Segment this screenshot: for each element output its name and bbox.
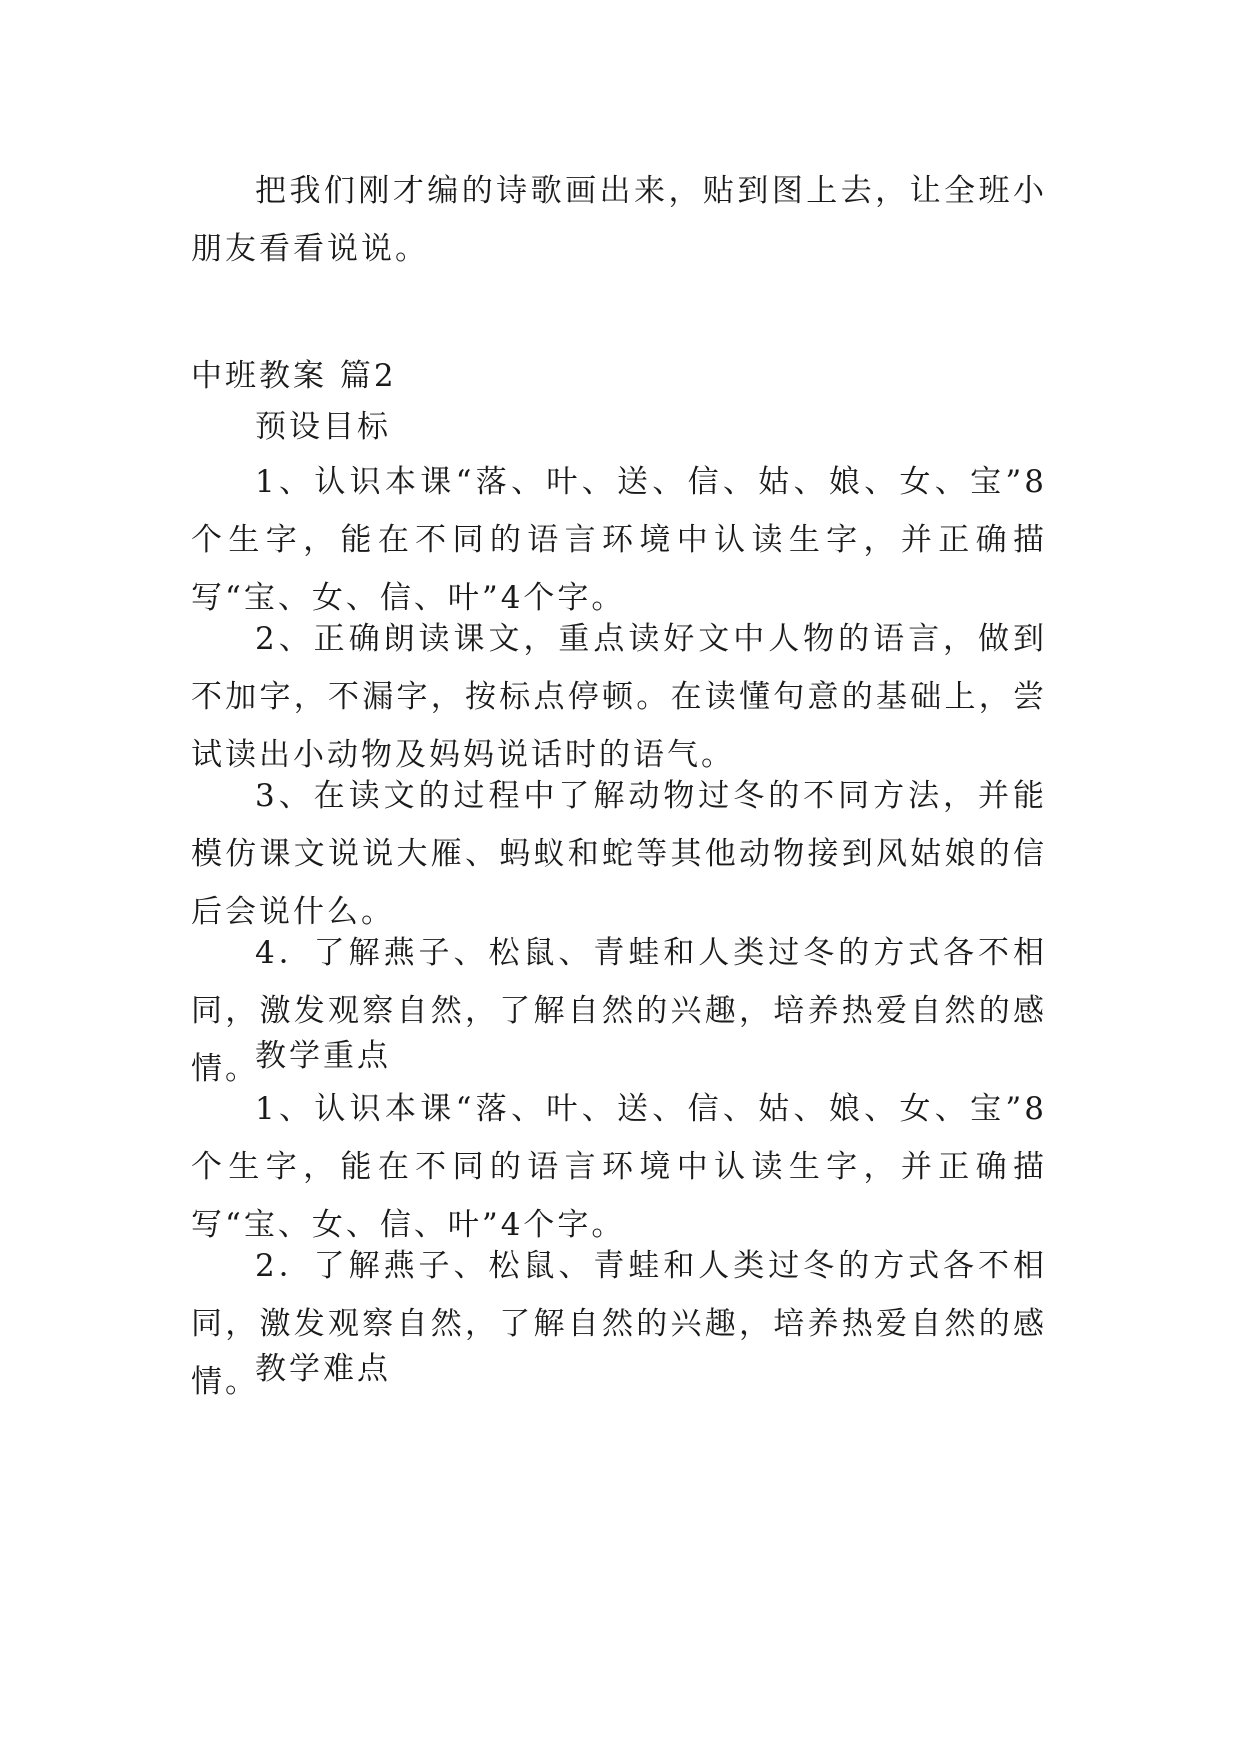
goal-item-2: 2、正确朗读课文，重点读好文中人物的语言，做到不加字，不漏字，按标点停顿。在读懂句意的基础上，尝试读出小动物及妈妈说话时的语气。 bbox=[191, 621, 1047, 773]
goals-heading: 预设目标 bbox=[255, 409, 391, 445]
section-title: 中班教案 篇2 bbox=[191, 358, 397, 394]
goal-item-1: 1、认识本课“落、叶、送、信、姑、娘、女、宝”8个生字，能在不同的语言环境中认读生字，并正确描写“宝、女、信、叶”4个字。 bbox=[191, 464, 1047, 616]
key-point-item-2: 2．了解燕子、松鼠、青蛙和人类过冬的方式各不相同，激发观察自然，了解自然的兴趣，培养热爱自然的感情。 bbox=[191, 1248, 1047, 1400]
key-point-item-1: 1、认识本课“落、叶、送、信、姑、娘、女、宝”8个生字，能在不同的语言环境中认读生字，并正确描写“宝、女、信、叶”4个字。 bbox=[191, 1091, 1047, 1243]
difficulties-heading: 教学难点 bbox=[255, 1351, 391, 1387]
goal-item-4: 4．了解燕子、松鼠、青蛙和人类过冬的方式各不相同，激发观察自然，了解自然的兴趣，培养热爱自然的感情。 bbox=[191, 935, 1047, 1087]
key-points-heading: 教学重点 bbox=[255, 1038, 391, 1074]
intro-paragraph: 把我们刚才编的诗歌画出来，贴到图上去，让全班小朋友看看说说。 bbox=[191, 173, 1047, 267]
goal-item-3: 3、在读文的过程中了解动物过冬的不同方法，并能模仿课文说说大雁、蚂蚁和蛇等其他动物接到风姑娘的信后会说什么。 bbox=[191, 778, 1047, 930]
